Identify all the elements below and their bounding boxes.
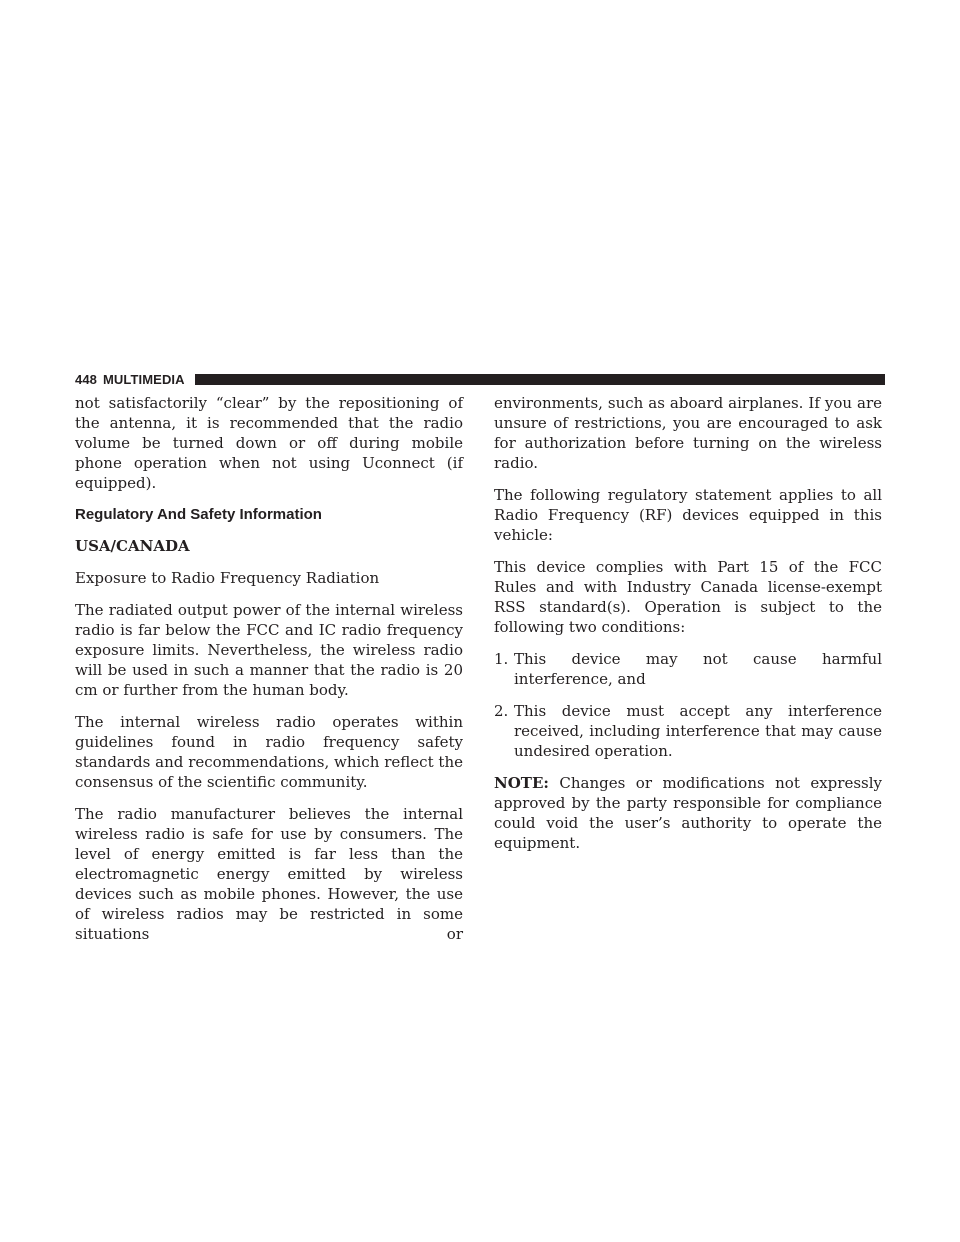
- regulatory-statement-paragraph: The following regulatory statement applies to all Radio Frequency (RF) devices equipped in this vehicle:: [494, 486, 882, 544]
- header-rule: [195, 374, 885, 385]
- list-number: 2.: [494, 702, 509, 720]
- note-label: NOTE:: [494, 774, 549, 792]
- list-item: [494, 701, 882, 761]
- page-number: 448: [75, 371, 97, 387]
- list-number: 1.: [494, 650, 509, 668]
- left-column: [75, 393, 463, 956]
- section-title: MULTIMEDIA: [103, 371, 185, 387]
- right-column: [494, 393, 882, 865]
- list-item: [494, 649, 882, 689]
- region-subheading: USA/CANADA: [75, 537, 190, 555]
- environments-paragraph: environments, such as aboard airplanes. If you are unsure of restrictions, you are encouraged to ask for authorization before turning on the wireless radio.: [494, 394, 882, 472]
- note-text: Changes or modifications not expressly approved by the party responsible for compliance could void the user’s authority to operate the equipment.: [494, 774, 882, 852]
- list-text: This device may not cause harmful interference, and: [514, 650, 882, 688]
- section-heading: Regulatory And Safety Information: [75, 506, 322, 523]
- list-text: This device must accept any interference received, including interference that may cause undesired operation.: [514, 702, 882, 760]
- radiated-power-paragraph: The radiated output power of the internal wireless radio is far below the FCC and IC radio frequency exposure limits. Nevertheless, the wireless radio will be used in such a manner that the radio is 20 cm or further from the human body.: [75, 601, 463, 699]
- note-paragraph: [494, 773, 882, 853]
- manufacturer-paragraph: The radio manufacturer believes the internal wireless radio is safe for use by consumers. The level of energy emitted is far less than the electromagnetic energy emitted by wireless devices such as mobile phones. However, the use of wireless radios may be restricted in some situations or: [75, 805, 463, 943]
- page-header: [75, 372, 885, 386]
- intro-paragraph: not satisfactorily “clear” by the repositioning of the antenna, it is recommended that the radio volume be turned down or off during mobile phone operation when not using Uconnect (if equipped).: [75, 394, 463, 492]
- exposure-title: Exposure to Radio Frequency Radiation: [75, 569, 380, 587]
- guidelines-paragraph: The internal wireless radio operates within guidelines found in radio frequency safety standards and recommendations, which reflect the consensus of the scientific community.: [75, 713, 463, 791]
- fcc-compliance-paragraph: This device complies with Part 15 of the FCC Rules and with Industry Canada license-exempt RSS standard(s). Operation is subject to the following two conditions:: [494, 558, 882, 636]
